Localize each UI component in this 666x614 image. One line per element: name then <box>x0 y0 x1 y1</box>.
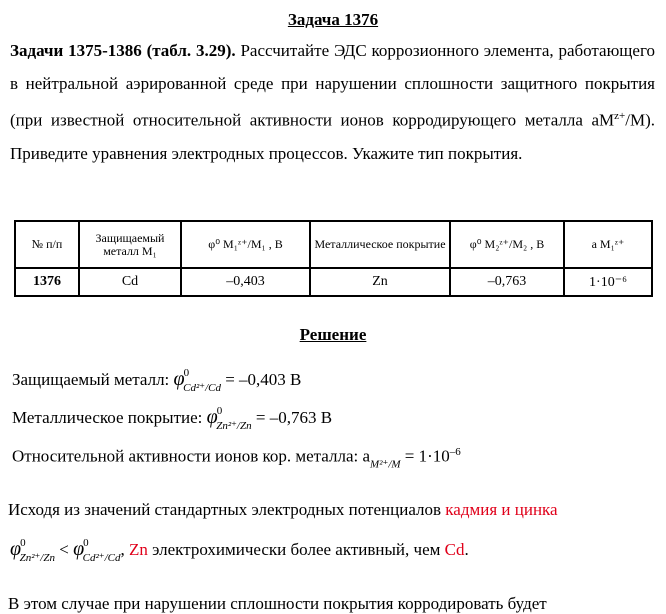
protected-metal-label: Защищаемый металл: <box>12 370 174 389</box>
problem-ref: Задачи 1375-1386 (табл. 3.29). <box>10 41 236 60</box>
table-row <box>15 268 652 296</box>
phi-symbol: φ <box>73 538 85 560</box>
coating-line <box>12 406 332 432</box>
data-table <box>14 220 653 297</box>
less-than: < <box>54 540 74 559</box>
coating-value: = –0,763 В <box>251 408 333 427</box>
paragraph-1-text: Исходя из значений стандартных электродных потенциалов <box>8 500 446 519</box>
charge-superscript: z+ <box>614 110 626 122</box>
header-potential-2: φ⁰ M₂ᶻ⁺/M₂ , В <box>450 221 564 268</box>
problem-text: Рассчитайте ЭДС коррозионного элемента, работающего в нейтральной аэрированной среде при нарушении сплошности защитного покрытия (при известной относительной активности ионов корродирующего металла aM <box>10 41 655 130</box>
coating-label: Металлическое покрытие: <box>12 408 207 427</box>
header-activity: a M₁ᶻ⁺ <box>564 221 652 268</box>
cd-ion-subscript: Cd²⁺/Cd <box>183 382 221 394</box>
header-number: № п/п <box>15 221 79 268</box>
paragraph-2-text: электрохимически более активный, чем <box>147 540 445 559</box>
paragraph-2 <box>10 538 469 564</box>
protected-metal-line <box>12 368 301 394</box>
problem-title: Задача 1376 <box>287 10 379 29</box>
protected-metal-value: = –0,403 В <box>220 370 302 389</box>
table-header-row <box>15 221 652 268</box>
solution-title: Решение <box>299 325 367 344</box>
header-coating: Металлическое покрытие <box>310 221 450 268</box>
cd-highlight: Cd <box>444 540 465 559</box>
zn-highlight: Zn <box>129 540 148 559</box>
header-potential-1: φ⁰ M₁ᶻ⁺/M₁ , В <box>181 221 310 268</box>
phi-zero: 0 <box>20 537 26 549</box>
cell-potential-1: –0,403 <box>181 268 310 296</box>
comma: , <box>120 540 129 559</box>
cell-protected-metal: Cd <box>79 268 181 296</box>
phi-zero: 0 <box>216 405 223 417</box>
cell-coating: Zn <box>310 268 450 296</box>
phi-symbol: φ <box>10 538 22 560</box>
activity-value: = 1·10 <box>400 446 450 466</box>
zn-ion-subscript: Zn²⁺/Zn <box>19 552 55 564</box>
phi-symbol: φ <box>206 406 218 428</box>
problem-text-2: /M). Приведите уравнения электродных процессов. Укажите тип покрытия. <box>10 110 655 163</box>
metals-highlight: кадмия и цинка <box>445 500 558 519</box>
phi-zero: 0 <box>83 537 89 549</box>
m-ion-subscript: M²⁺/M <box>370 458 401 471</box>
cell-potential-2: –0,763 <box>450 268 564 296</box>
paragraph-1 <box>8 500 655 520</box>
phi-symbol: φ <box>173 368 185 390</box>
activity-line <box>12 446 461 471</box>
activity-label: Относительной активности ионов кор. металла: a <box>12 446 371 466</box>
phi-zero: 0 <box>183 367 190 379</box>
cell-activity: 1·10⁻⁶ <box>564 268 652 296</box>
activity-exponent: –6 <box>449 446 461 458</box>
header-protected-metal: Защищаемый металл М₁ <box>79 221 181 268</box>
period: . <box>464 540 469 559</box>
problem-statement <box>10 34 655 170</box>
zn-ion-subscript: Zn²⁺/Zn <box>216 420 252 432</box>
paragraph-3: В этом случае при нарушении сплошности покрытия корродировать будет <box>8 594 547 613</box>
cell-number: 1376 <box>15 268 79 296</box>
cd-ion-subscript: Cd²⁺/Cd <box>82 552 121 564</box>
